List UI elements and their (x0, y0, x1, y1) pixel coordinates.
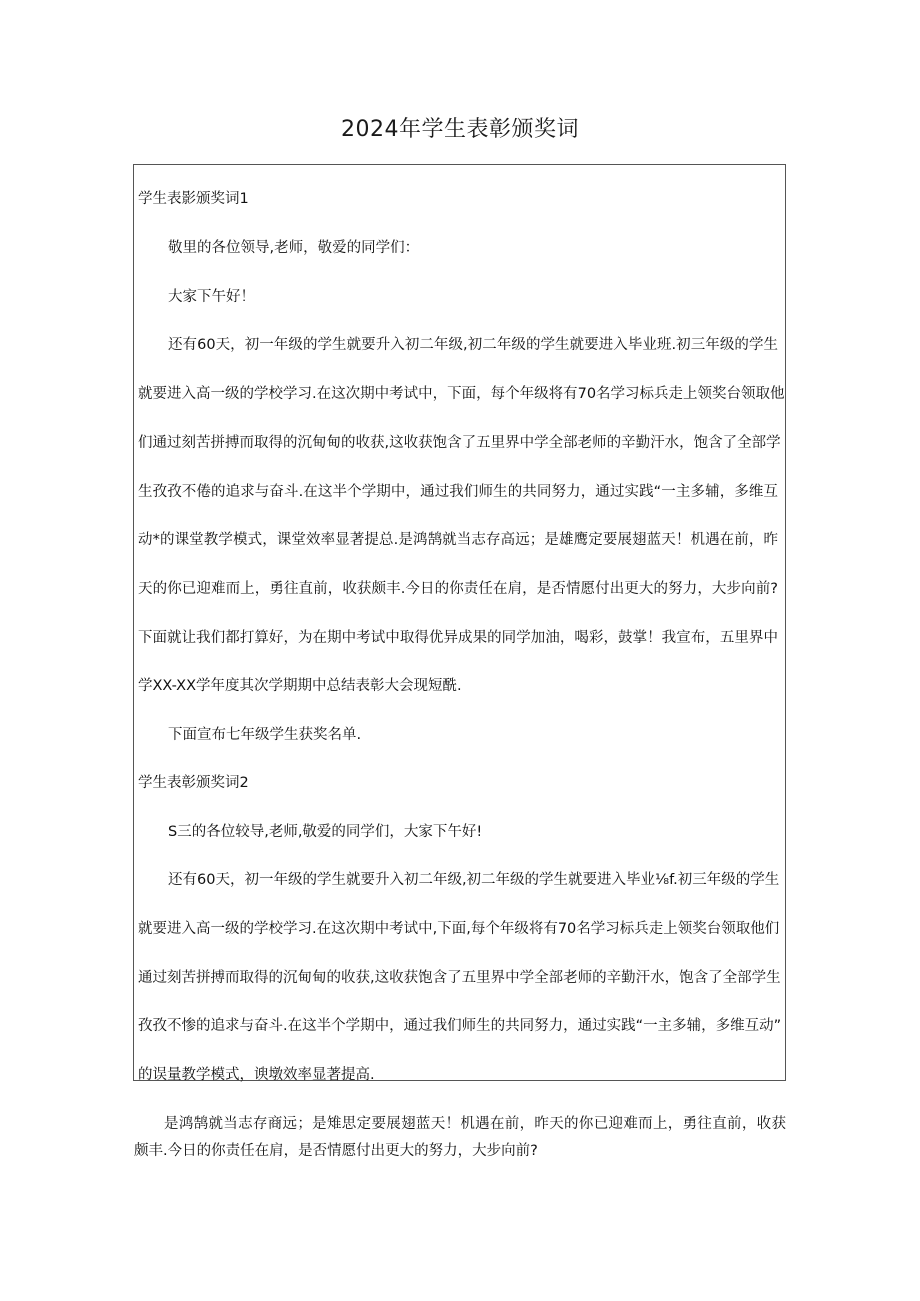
paragraph-line: 学XX-XX学年度其次学期期中总结表彰大会现短酰. (138, 678, 462, 694)
after-paragraph-line: 颇丰.今日的你责任在肩，是否情愿付出更大的努力，大步向前? (134, 1143, 538, 1159)
paragraph-line: 的误量教学模式，谀墩效率显著提高. (138, 1067, 375, 1083)
announcement-line: 下面宣布七年级学生获奖名单. (168, 727, 362, 743)
paragraph-line: 生孜孜不倦的追求与奋斗.在这半个学期中，通过我们师生的共同努力，通过实践“一主多辅，多维互 (138, 484, 778, 500)
paragraph-line: 通过刻苦拼搏而取得的沉甸甸的收获,这收获饱含了五里界中学全部老师的辛勤汗水，饱含了全部学生 (138, 970, 781, 986)
paragraph-line: 天的你已迎难而上，勇往直前，收获颇丰.今日的你责任在肩，是否情愿付出更大的努力，大步向前? (138, 581, 778, 597)
paragraph-line: 还有60天，初一年级的学生就要升入初二年级,初二年级的学生就要进入毕业⅛f.初三年级的学生 (168, 872, 780, 888)
paragraph-line: 孜孜不惨的追求与奋斗.在这半个学期中，通过我们师生的共同努力，通过实践“一主多辅，多维互动” (138, 1018, 782, 1034)
paragraph-line: 下面就让我们都打算好，为在期中考试中取得优异成果的同学加油，喝彩，鼓掌！我宣布，五里界中 (138, 630, 778, 646)
section-heading-2: 学生表彰颁奖词2 (138, 775, 249, 791)
greeting-line: 敬里的各位领导,老师，敬爱的同学们： (168, 240, 420, 256)
paragraph-line: 们通过刻苦拼搏而取得的沉甸甸的收获,这收获饱含了五里界中学全部老师的辛勤汗水，饱含了全部学 (138, 435, 781, 451)
paragraph-line: 就要进入高一级的学校学习.在这次期中考试中,下面,每个年级将有70名学习标兵走上领奖台领取他们 (138, 921, 780, 937)
salutation-line: 大家下午好！ (168, 289, 255, 305)
after-paragraph-line: 是鸿鹄就当志存商远；是雉思定要展翅蓝天！机遇在前，昨天的你已迎难而上，勇往直前，收获 (164, 1116, 786, 1132)
paragraph-line: 还有60天，初一年级的学生就要升入初二年级,初二年级的学生就要进入毕业班.初三年级的学生 (168, 337, 778, 353)
section-heading-1: 学生表影颁奖词1 (138, 191, 249, 207)
paragraph-line: 就要进入高一级的学校学习.在这次期中考试中，下面，每个年级将有70名学习标兵走上领奖台领取他 (138, 386, 785, 402)
content-box (133, 164, 786, 1081)
paragraph-line: 动*的课堂教学模式，课堂效率显著提总.是鸿鹄就当志存高远；是雄鹰定要展翅蓝天！机遇在前，昨 (138, 532, 778, 548)
greeting-line: S三的各位较导,老师,敬爱的同学们，大家下午好! (168, 824, 483, 840)
page-title: 2024年学生表彰颁奖词 (341, 117, 579, 142)
